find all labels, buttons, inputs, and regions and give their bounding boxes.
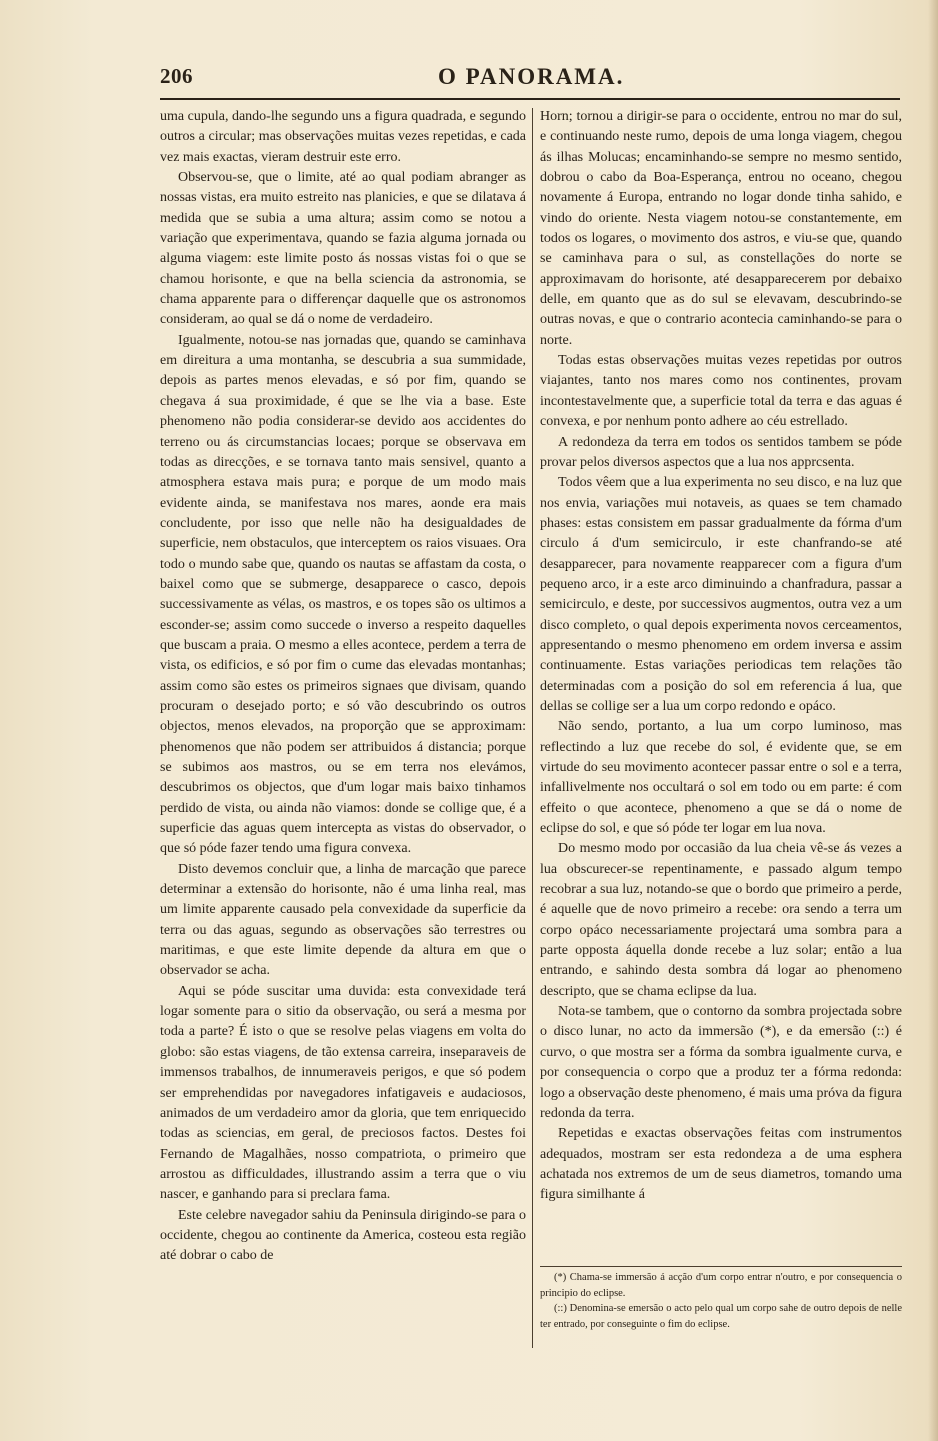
right-column — [540, 107, 902, 1206]
left-column — [160, 107, 526, 1267]
footnotes — [540, 1270, 902, 1332]
paragraph: Nota-se tambem, que o contorno da sombra projectada sobre o disco lunar, no acto da immersão (*), e da emersão (::) é curvo, o que mostra ser a fórma da sombra igualmente curva, e por consequencia o corpo que a produz ter a fórma redonda: logo a observação deste phenomeno, é mais uma próva da figura redonda da terra. — [540, 1004, 902, 1121]
footnote-rule — [540, 1266, 902, 1267]
footnote: (::) Denomina-se emersão o acto pelo qual um corpo sahe de outro depois de nelle ter entrado, por conseguinte o fim do eclipse. — [540, 1303, 902, 1330]
paragraph: Não sendo, portanto, a lua um corpo luminoso, mas reflectindo a luz que recebe do sol, é evidente que, se em virtude do seu movimento acontecer passar entre o sol e a terra, infallivelmente nos occultará o sol em todo ou em parte: é com effeito o que acontece, phenomeno a que se dá o nome de eclipse do sol, e que só póde ter logar em lua nova. — [540, 719, 902, 837]
paragraph: Igualmente, notou-se nas jornadas que, quando se caminhava em direitura a uma montanha, se descubria a sua summidade, depois as partes menos elevadas, e só por fim, quando se chegava á sua proximidade, é que se lhe via a base. Este phenomeno não podia considerar-se devido aos accidentes do terreno ou ás circumstancias locaes; porque se observava em todas as direcções, e se tornava tanto mais sensivel, quanto a atmosphera estava mais pura; e porque de um modo mais evidente ainda, se manifestava nos mares, aonde era mais concludente, por isso que nelle não ha desigualdades de superficie, nem obstaculos, que interceptem os raios visuaes. Ora todo o mundo sabe que, quando os nautas se affastam da costa, o baixel como que se submerge, desapparece o casco, depois successivamente as vélas, os mastros, e os topes são os ultimos a esconder-se; assim como succede o inverso a respeito daquelles que buscam a praia. O mesmo a elles acontece, perdem a terra de vista, os edificios, e só por fim o cume das elevadas montanhas; assim como são estes os primeiros signaes que divisam, quando procuram o desejado porto; e só vão descubrindo os outros objectos, menos elevados, na proporção que se approximam: phenomenos que não podem ser attribuidos á distancia; porque se subimos aos mastros, ou se em terra nos elevámos, descubrimos os objectos, que d'um logar mais baixo tinhamos perdido de vista, ou ainda não viamos: donde se collige que, é a superficie das aguas quem intercepta as vistas do observador, o que só póde fazer tendo uma figura convexa. — [160, 332, 526, 857]
paragraph: A redondeza da terra em todos os sentidos tambem se póde provar pelos diversos aspectos que a lua nos apprcsenta. — [540, 434, 902, 470]
header-rule — [160, 98, 900, 100]
running-title: O PANORAMA. — [438, 64, 625, 89]
paragraph: Do mesmo modo por occasião da lua cheia vê-se ás vezes a lua obscurecer-se repentinamente, e passado algum tempo recobrar a sua luz, notando-se que o bordo que primeiro a perde, é aquelle que de novo primeiro a recebe: ora sendo a terra um corpo opáco necessariamente projectará uma sombra para a parte opposta áquella donde recebe a luz solar; então a lua entrando, e sahindo desta sombra dá logar ao phenomeno descripto, que se chama eclipse da lua. — [540, 841, 902, 999]
paragraph: Aqui se póde suscitar uma duvida: esta convexidade terá logar somente para o sitio da observação, ou será a mesma por toda a parte? É isto o que se resolve pelas viagens em volta do globo: são estas viagens, de tão extensa carreira, inseparaveis de immensos trabalhos, de innumeraveis perigos, e que só podem ser emprehendidas por navegadores infatigaveis e audaciosos, animados de um verdadeiro amor da gloria, que tem enriquecido todas as sciencias, em geral, de preciosos factos. Destes foi Fernando de Magalhães, nosso compatriota, o primeiro que arrostou as difficuldades, illustrando assim a terra que o viu nascer, e ganhando para si preclara fama. — [160, 983, 526, 1203]
paragraph: Repetidas e exactas observações feitas com instrumentos adequados, mostram ser esta redondeza a de uma esphera achatada nos extremos de um de seus diametros, tomando uma figura similhante á — [540, 1126, 902, 1203]
column-divider — [532, 108, 533, 1348]
paragraph: Este celebre navegador sahiu da Peninsula dirigindo-se para o occidente, chegou ao continente da America, costeou esta região até dobrar o cabo de — [160, 1207, 526, 1264]
footnote: (*) Chama-se immersão á acção d'um corpo entrar n'outro, e por consequencia o principio do eclipse. — [540, 1272, 902, 1299]
paragraph: Observou-se, que o limite, até ao qual podiam abranger as nossas vistas, era muito estreito nas planicies, e que se dilatava á medida que se subia a uma altura; assim como se notou a variação que experimentava, quando se fazia alguma jornada ou alguma viagem: este limite posto ás nossas vistas foi o que se chamou horisonte, e que na bella sciencia da astronomia, se chama apparente para o differençar daquelle que os astronomos consideram, ao qual se dá o nome de verdadeiro. — [160, 170, 526, 328]
paragraph: Disto devemos concluir que, a linha de marcação que parece determinar a extensão do horisonte, não é uma linha real, mas um limite apparente causado pela convexidade da superficie da terra ou das aguas, segundo as observações são terrestres ou maritimas, e que este limite depende da altura em que o observador se acha. — [160, 861, 526, 979]
page-header — [160, 64, 900, 100]
paragraph: Todos vêem que a lua experimenta no seu disco, e na luz que nos envia, variações mui notaveis, as quaes se tem chamado phases: estas consistem em passar gradualmente da fórma d'um circulo á d'um semicirculo, ir este chanfrando-se até desapparecer, para novamente reapparecer com a figura d'um pequeno arco, ir a este arco diminuindo a chanfradura, passar a semicirculo, e deste, por successivos augmentos, outra vez a um disco completo, o qual depois experimenta novos cerceamentos, appresentando o mesmo phenomeno em ordem inversa e assim continuamente. Estas variações periodicas tem relações tão determinadas com a posição do sol em referencia á lua, que dellas se collige ser a lua um corpo redondo e opáco. — [540, 475, 902, 714]
paragraph: Todas estas observações muitas vezes repetidas por outros viajantes, tanto nos mares como nos continentes, provam incontestavelmente que, a superficie total da terra e das aguas é convexa, e por nenhum ponto adhere ao céu estrellado. — [540, 353, 902, 430]
page-number: 206 — [160, 64, 193, 88]
page-edge-shadow — [928, 0, 938, 1441]
paragraph: Horn; tornou a dirigir-se para o occidente, entrou no mar do sul, e continuando neste rumo, depois de uma longa viagem, chegou ás ilhas Molucas; encaminhando-se sempre no mesmo sentido, dobrou o cabo da Boa-Esperança, entrou no oceano, chegou novamente á Europa, entrando no logar donde tinha sahido, e vindo do oriente. Nesta viagem notou-se constantemente, em todos os logares, o movimento dos astros, e viu-se que, quando se caminhava para o sul, as constellações do norte se approximavam do horisonte, até desapparecerem por debaixo delle, em quanto que as do sul se elevavam, descubrindo-se outras novas, e que o contrario acontecia caminhando-se para o norte. — [540, 109, 902, 348]
paragraph: uma cupula, dando-lhe segundo uns a figura quadrada, e segundo outros a circular; mas observações muitas vezes repetidas, e cada vez mais exactas, vieram destruir este erro. — [160, 109, 526, 165]
